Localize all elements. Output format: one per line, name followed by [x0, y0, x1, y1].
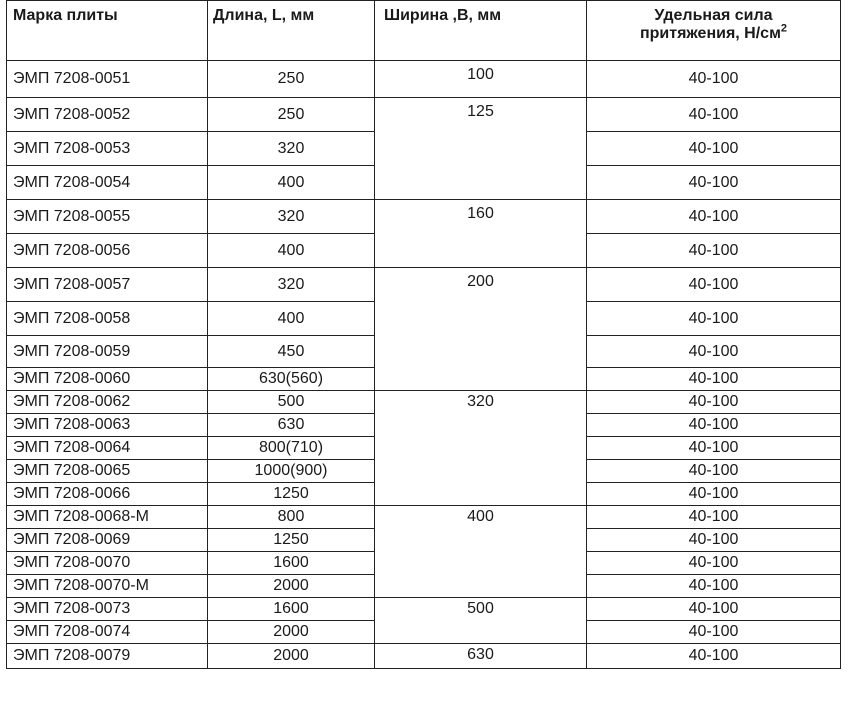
cell-brand: ЭМП 7208-0068-М — [7, 506, 208, 529]
cell-brand: ЭМП 7208-0060 — [7, 368, 208, 391]
cell-width: 630 — [375, 644, 587, 669]
table-header-row — [7, 1, 841, 61]
table-row — [7, 506, 841, 529]
header-force-line1: Удельная сила — [654, 7, 773, 24]
cell-length: 1250 — [208, 483, 375, 506]
cell-force: 40-100 — [587, 98, 841, 132]
magnetic-plates-table — [6, 0, 841, 669]
table-row — [7, 200, 841, 234]
cell-force: 40-100 — [587, 460, 841, 483]
cell-brand: ЭМП 7208-0070 — [7, 552, 208, 575]
cell-brand: ЭМП 7208-0052 — [7, 98, 208, 132]
cell-width: 400 — [375, 506, 587, 598]
cell-force: 40-100 — [587, 302, 841, 336]
cell-force: 40-100 — [587, 391, 841, 414]
cell-brand: ЭМП 7208-0070-М — [7, 575, 208, 598]
cell-length: 1600 — [208, 598, 375, 621]
cell-length: 400 — [208, 234, 375, 268]
cell-brand: ЭМП 7208-0055 — [7, 200, 208, 234]
cell-brand: ЭМП 7208-0057 — [7, 268, 208, 302]
cell-length: 320 — [208, 200, 375, 234]
cell-length: 800(710) — [208, 437, 375, 460]
cell-brand: ЭМП 7208-0074 — [7, 621, 208, 644]
cell-force: 40-100 — [587, 644, 841, 669]
cell-width: 160 — [375, 200, 587, 268]
cell-width: 125 — [375, 98, 587, 200]
header-width: Ширина ,B, мм — [375, 1, 587, 61]
cell-force: 40-100 — [587, 368, 841, 391]
cell-length: 400 — [208, 166, 375, 200]
table-row — [7, 61, 841, 98]
cell-length: 2000 — [208, 644, 375, 669]
cell-force: 40-100 — [587, 336, 841, 368]
header-force-line2: притяжения, Н/см — [639, 25, 781, 42]
table-row — [7, 268, 841, 302]
header-length: Длина, L, мм — [208, 1, 375, 61]
header-brand: Марка плиты — [7, 1, 208, 61]
cell-force: 40-100 — [587, 552, 841, 575]
cell-length: 1600 — [208, 552, 375, 575]
cell-length: 320 — [208, 132, 375, 166]
cell-force: 40-100 — [587, 268, 841, 302]
cell-brand: ЭМП 7208-0053 — [7, 132, 208, 166]
cell-force: 40-100 — [587, 575, 841, 598]
cell-force: 40-100 — [587, 529, 841, 552]
header-force-superscript: 2 — [780, 22, 788, 35]
header-force — [587, 1, 841, 61]
cell-length: 1000(900) — [208, 460, 375, 483]
cell-brand: ЭМП 7208-0051 — [7, 61, 208, 98]
cell-force: 40-100 — [587, 414, 841, 437]
cell-force: 40-100 — [587, 598, 841, 621]
table-row — [7, 98, 841, 132]
cell-brand: ЭМП 7208-0069 — [7, 529, 208, 552]
cell-length: 250 — [208, 98, 375, 132]
cell-force: 40-100 — [587, 200, 841, 234]
cell-brand: ЭМП 7208-0059 — [7, 336, 208, 368]
cell-brand: ЭМП 7208-0054 — [7, 166, 208, 200]
cell-force: 40-100 — [587, 132, 841, 166]
table-row — [7, 598, 841, 621]
cell-force: 40-100 — [587, 506, 841, 529]
cell-length: 450 — [208, 336, 375, 368]
cell-length: 2000 — [208, 575, 375, 598]
cell-length: 1250 — [208, 529, 375, 552]
table-row — [7, 391, 841, 414]
cell-brand: ЭМП 7208-0062 — [7, 391, 208, 414]
cell-brand: ЭМП 7208-0056 — [7, 234, 208, 268]
cell-length: 2000 — [208, 621, 375, 644]
cell-brand: ЭМП 7208-0063 — [7, 414, 208, 437]
cell-length: 500 — [208, 391, 375, 414]
cell-force: 40-100 — [587, 234, 841, 268]
cell-force: 40-100 — [587, 437, 841, 460]
cell-force: 40-100 — [587, 483, 841, 506]
cell-force: 40-100 — [587, 621, 841, 644]
cell-length: 250 — [208, 61, 375, 98]
cell-width: 100 — [375, 61, 587, 98]
cell-length: 400 — [208, 302, 375, 336]
cell-force: 40-100 — [587, 61, 841, 98]
cell-length: 630 — [208, 414, 375, 437]
cell-width: 320 — [375, 391, 587, 506]
cell-length: 630(560) — [208, 368, 375, 391]
cell-length: 800 — [208, 506, 375, 529]
cell-width: 500 — [375, 598, 587, 644]
cell-brand: ЭМП 7208-0065 — [7, 460, 208, 483]
cell-width: 200 — [375, 268, 587, 391]
cell-brand: ЭМП 7208-0064 — [7, 437, 208, 460]
cell-brand: ЭМП 7208-0073 — [7, 598, 208, 621]
cell-length: 320 — [208, 268, 375, 302]
cell-brand: ЭМП 7208-0058 — [7, 302, 208, 336]
cell-force: 40-100 — [587, 166, 841, 200]
cell-brand: ЭМП 7208-0079 — [7, 644, 208, 669]
cell-brand: ЭМП 7208-0066 — [7, 483, 208, 506]
table-row — [7, 644, 841, 669]
